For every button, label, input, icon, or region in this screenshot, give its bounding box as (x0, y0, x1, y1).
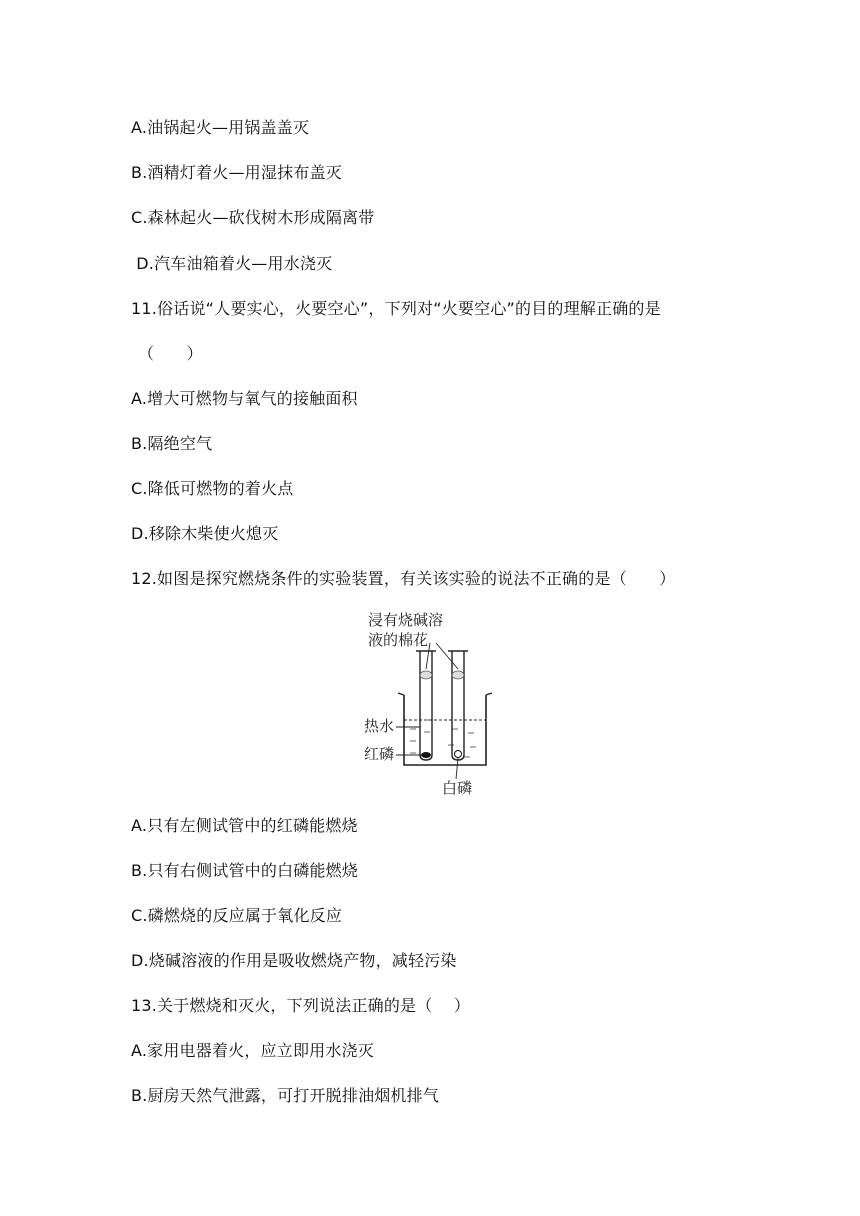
q11-answer-blank: （ ） (138, 344, 203, 363)
q11-option-d: D.移除木柴使火熄灭 (131, 524, 279, 543)
beaker-outline (404, 695, 486, 765)
left-cotton (420, 671, 432, 679)
q13-option-a: A.家用电器着火，应立即用水浇灭 (131, 1041, 374, 1060)
right-test-tube (452, 651, 464, 760)
beaker-rim (398, 693, 492, 695)
q12-option-d: D.烧碱溶液的作用是吸收燃烧产物，减轻污染 (131, 951, 457, 970)
q12-stem: 12.如图是探究燃烧条件的实验装置，有关该实验的说法不正确的是（ ） (131, 569, 676, 588)
q12-option-b: B.只有右侧试管中的白磷能燃烧 (131, 861, 359, 880)
q11-option-a: A.增大可燃物与氧气的接触面积 (131, 389, 358, 408)
label-hot-water: 热水 (364, 717, 395, 735)
label-red-phosphorus: 红磷 (364, 745, 395, 763)
experiment-figure (358, 607, 508, 797)
q10-option-a: A.油锅起火—用锅盖盖灭 (131, 118, 310, 137)
q13-stem: 13.关于燃烧和灭火，下列说法正确的是（ ） (131, 996, 471, 1015)
q11-option-b: B.隔绝空气 (131, 434, 213, 453)
q10-option-d: D.汽车油箱着火—用水浇灭 (131, 254, 333, 273)
q10-option-b: B.酒精灯着火—用湿抹布盖灭 (131, 163, 342, 182)
q12-option-a: A.只有左侧试管中的红磷能燃烧 (131, 816, 358, 835)
right-cotton (452, 671, 464, 679)
q13-option-b: B.厨房天然气泄露，可打开脱排油烟机排气 (131, 1086, 440, 1105)
label-cotton-line1: 浸有烧碱溶 (368, 611, 444, 629)
white-phosphorus (455, 751, 462, 758)
q11-option-c: C.降低可燃物的着火点 (131, 479, 294, 498)
q12-option-c: C.磷燃烧的反应属于氧化反应 (131, 906, 343, 925)
q10-option-c: C.森林起火—砍伐树木形成隔离带 (131, 208, 375, 227)
red-phosphorus (421, 752, 431, 758)
q11-stem: 11.俗话说“人要实心，火要空心”，下列对“火要空心”的目的理解正确的是 (131, 299, 661, 318)
label-white-phosphorus: 白磷 (442, 779, 473, 797)
label-cotton-line2: 液的棉花 (368, 631, 429, 649)
